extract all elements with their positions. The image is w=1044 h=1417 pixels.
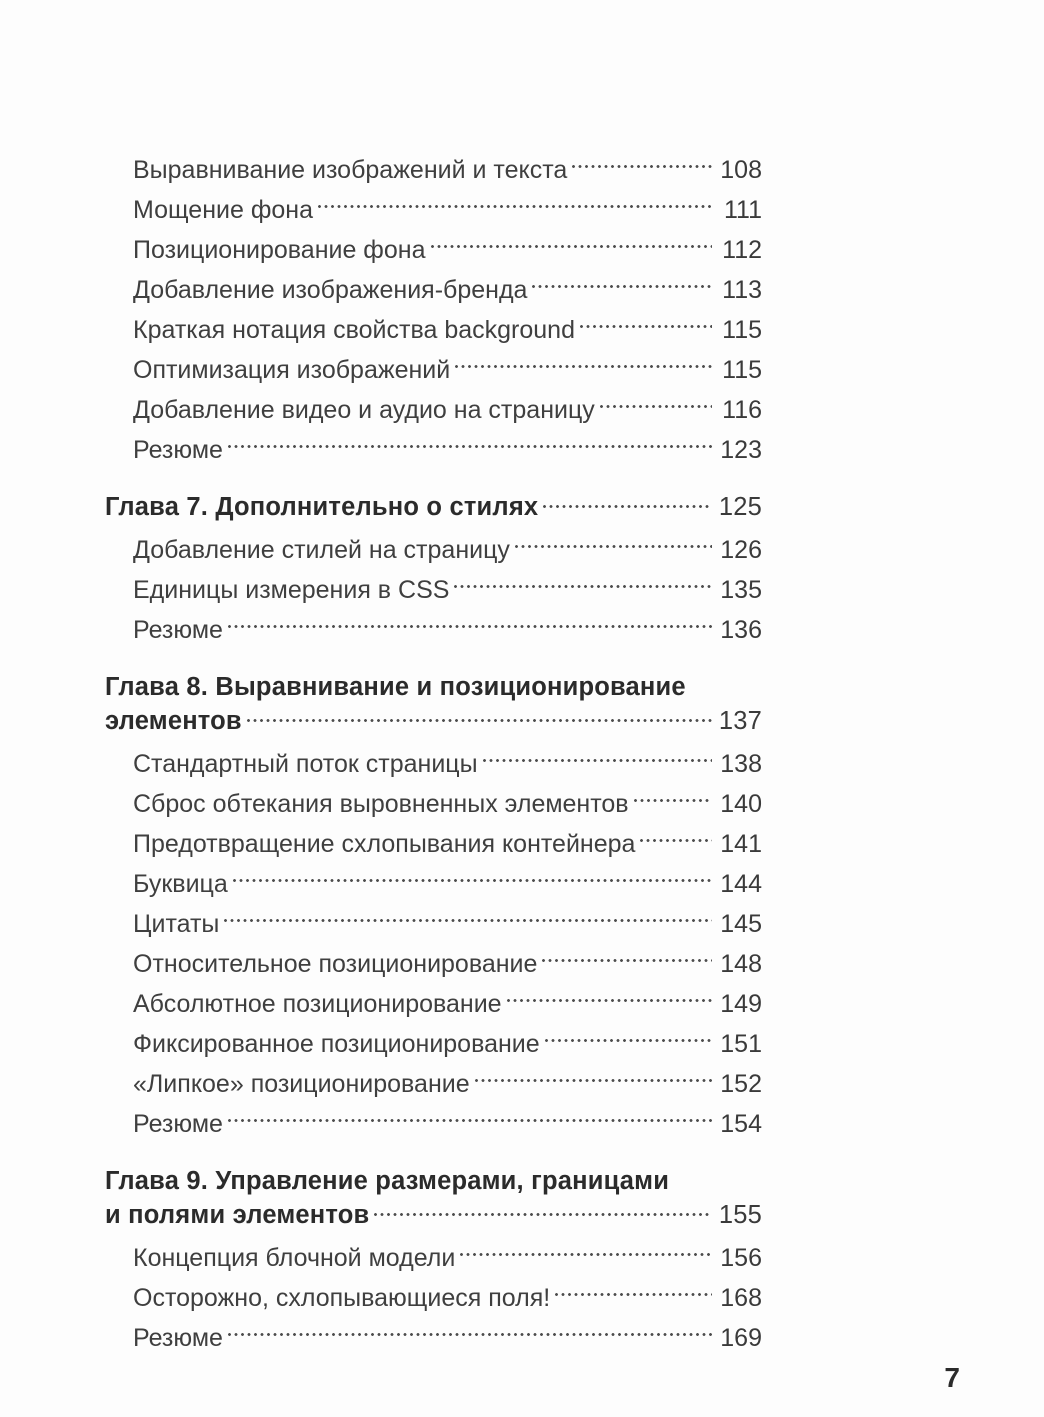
toc-entry-page-number: 141 [720, 830, 762, 858]
toc-entry-title: Резюме [133, 616, 223, 644]
toc-chapter-entry [105, 670, 762, 738]
toc-entry-page-number: 137 [718, 707, 762, 735]
toc-entry-line [105, 1198, 762, 1232]
toc-section-entry [105, 430, 762, 470]
toc-entry-title: Резюме [133, 1110, 223, 1138]
toc-section-entry [105, 230, 762, 270]
toc-entry-line [105, 670, 762, 704]
toc-entry-page-number: 148 [720, 950, 762, 978]
toc-entry-page-number: 123 [720, 436, 762, 464]
toc-section-entry [105, 744, 762, 784]
toc-entry-title: Глава 8. Выравнивание и позиционирование [105, 673, 686, 701]
toc-entry-title: элементов [105, 707, 242, 735]
toc-entry-line [133, 350, 762, 390]
toc-entry-title: Цитаты [133, 910, 220, 938]
toc-section-entry [105, 390, 762, 430]
toc-entry-page-number: 135 [720, 576, 762, 604]
toc-entry-line [133, 1278, 762, 1318]
toc-section-entry [105, 1104, 762, 1144]
toc-section-entry [105, 270, 762, 310]
toc-entry-line [133, 190, 762, 230]
toc-entry-title: Стандартный поток страницы [133, 750, 478, 778]
toc-section-entry [105, 190, 762, 230]
toc-section-entry [105, 784, 762, 824]
toc-entry-title: Предотвращение схлопывания контейнера [133, 830, 636, 858]
toc-section-entry [105, 570, 762, 610]
toc-entry-page-number: 115 [722, 316, 762, 344]
toc-section-entry [105, 1278, 762, 1318]
toc-entry-title: Выравнивание изображений и текста [133, 156, 568, 184]
toc-entry-page-number: 115 [722, 356, 762, 384]
toc-section-entry [105, 350, 762, 390]
toc-entry-line [133, 1238, 762, 1278]
toc-entry-title: Фиксированное позиционирование [133, 1030, 540, 1058]
toc-entry-page-number: 152 [720, 1070, 762, 1098]
toc-entry-page-number: 151 [720, 1030, 762, 1058]
toc-entry-page-number: 140 [720, 790, 762, 818]
toc-entry-title: Позиционирование фона [133, 236, 426, 264]
toc-entry-page-number: 136 [720, 616, 762, 644]
toc-entry-page-number: 144 [720, 870, 762, 898]
toc-entry-title: и полями элементов [105, 1201, 370, 1229]
toc-entry-title: Добавление видео и аудио на страницу [133, 396, 595, 424]
toc-section-entry [105, 1238, 762, 1278]
toc-entry-line [133, 824, 762, 864]
toc-entry-line [105, 1164, 762, 1198]
toc-entry-page-number: 108 [720, 156, 762, 184]
toc-entry-page-number: 125 [718, 493, 762, 521]
toc-entry-line [133, 904, 762, 944]
toc-entry-page-number: 169 [720, 1324, 762, 1352]
toc-chapter-entry [105, 1164, 762, 1232]
toc-entry-line [133, 864, 762, 904]
toc-section-entry [105, 1064, 762, 1104]
toc-entry-line [105, 490, 762, 524]
toc-entry-line [133, 270, 762, 310]
toc-entry-title: Глава 9. Управление размерами, границами [105, 1167, 670, 1195]
toc-entry-line [133, 984, 762, 1024]
toc-chapter-entry [105, 490, 762, 524]
toc-entry-line [133, 784, 762, 824]
toc-entry-line [133, 390, 762, 430]
toc-entry-title: Единицы измерения в CSS [133, 576, 450, 604]
toc-entry-line [133, 744, 762, 784]
toc-entry-line [133, 944, 762, 984]
toc-section-entry [105, 530, 762, 570]
toc-entry-page-number: 111 [723, 196, 762, 224]
toc-section-entry [105, 1318, 762, 1358]
toc-entry-title: Мощение фона [133, 196, 314, 224]
toc-entry-title: Концепция блочной модели [133, 1244, 456, 1272]
toc-section-entry [105, 1024, 762, 1064]
toc-entry-page-number: 145 [720, 910, 762, 938]
toc-entry-page-number: 149 [720, 990, 762, 1018]
toc-entry-line [133, 150, 762, 190]
toc-entry-page-number: 138 [720, 750, 762, 778]
toc-entry-title: Осторожно, схлопывающиеся поля! [133, 1284, 551, 1312]
toc-entry-page-number: 156 [720, 1244, 762, 1272]
toc-entry-title: Глава 7. Дополнительно о стилях [105, 493, 539, 521]
toc-list [105, 150, 762, 1358]
toc-entry-line [133, 310, 762, 350]
toc-entry-page-number: 154 [720, 1110, 762, 1138]
toc-entry-line [133, 430, 762, 470]
toc-entry-title: Сброс обтекания выровненных элементов [133, 790, 629, 818]
toc-section-entry [105, 904, 762, 944]
toc-entry-title: Оптимизация изображений [133, 356, 451, 384]
toc-entry-line [105, 704, 762, 738]
page-number: 7 [944, 1362, 960, 1393]
toc-section-entry [105, 984, 762, 1024]
toc-entry-page-number: 113 [722, 276, 762, 304]
toc-entry-page-number: 116 [722, 396, 762, 424]
toc-section-entry [105, 944, 762, 984]
toc-entry-line [133, 530, 762, 570]
toc-entry-page-number: 126 [720, 536, 762, 564]
toc-entry-line [133, 230, 762, 270]
toc-entry-title: «Липкое» позиционирование [133, 1070, 470, 1098]
toc-entry-line [133, 1104, 762, 1144]
toc-entry-page-number: 168 [720, 1284, 762, 1312]
toc-entry-line [133, 1024, 762, 1064]
toc-section-entry [105, 864, 762, 904]
toc-entry-line [133, 1064, 762, 1104]
toc-section-entry [105, 150, 762, 190]
toc-entry-page-number: 155 [718, 1201, 762, 1229]
toc-entry-line [133, 610, 762, 650]
toc-entry-title: Резюме [133, 436, 223, 464]
toc-section-entry [105, 310, 762, 350]
toc-entry-title: Буквица [133, 870, 228, 898]
toc-entry-line [133, 1318, 762, 1358]
toc-entry-title: Абсолютное позиционирование [133, 990, 502, 1018]
toc-entry-title: Добавление стилей на страницу [133, 536, 510, 564]
toc-entry-title: Краткая нотация свойства background [133, 316, 575, 344]
toc-entry-title: Добавление изображения-бренда [133, 276, 528, 304]
toc-entry-page-number: 112 [722, 236, 762, 264]
toc-section-entry [105, 610, 762, 650]
toc-entry-title: Резюме [133, 1324, 223, 1352]
toc-section-entry [105, 824, 762, 864]
toc-entry-line [133, 570, 762, 610]
toc-entry-title: Относительное позиционирование [133, 950, 538, 978]
